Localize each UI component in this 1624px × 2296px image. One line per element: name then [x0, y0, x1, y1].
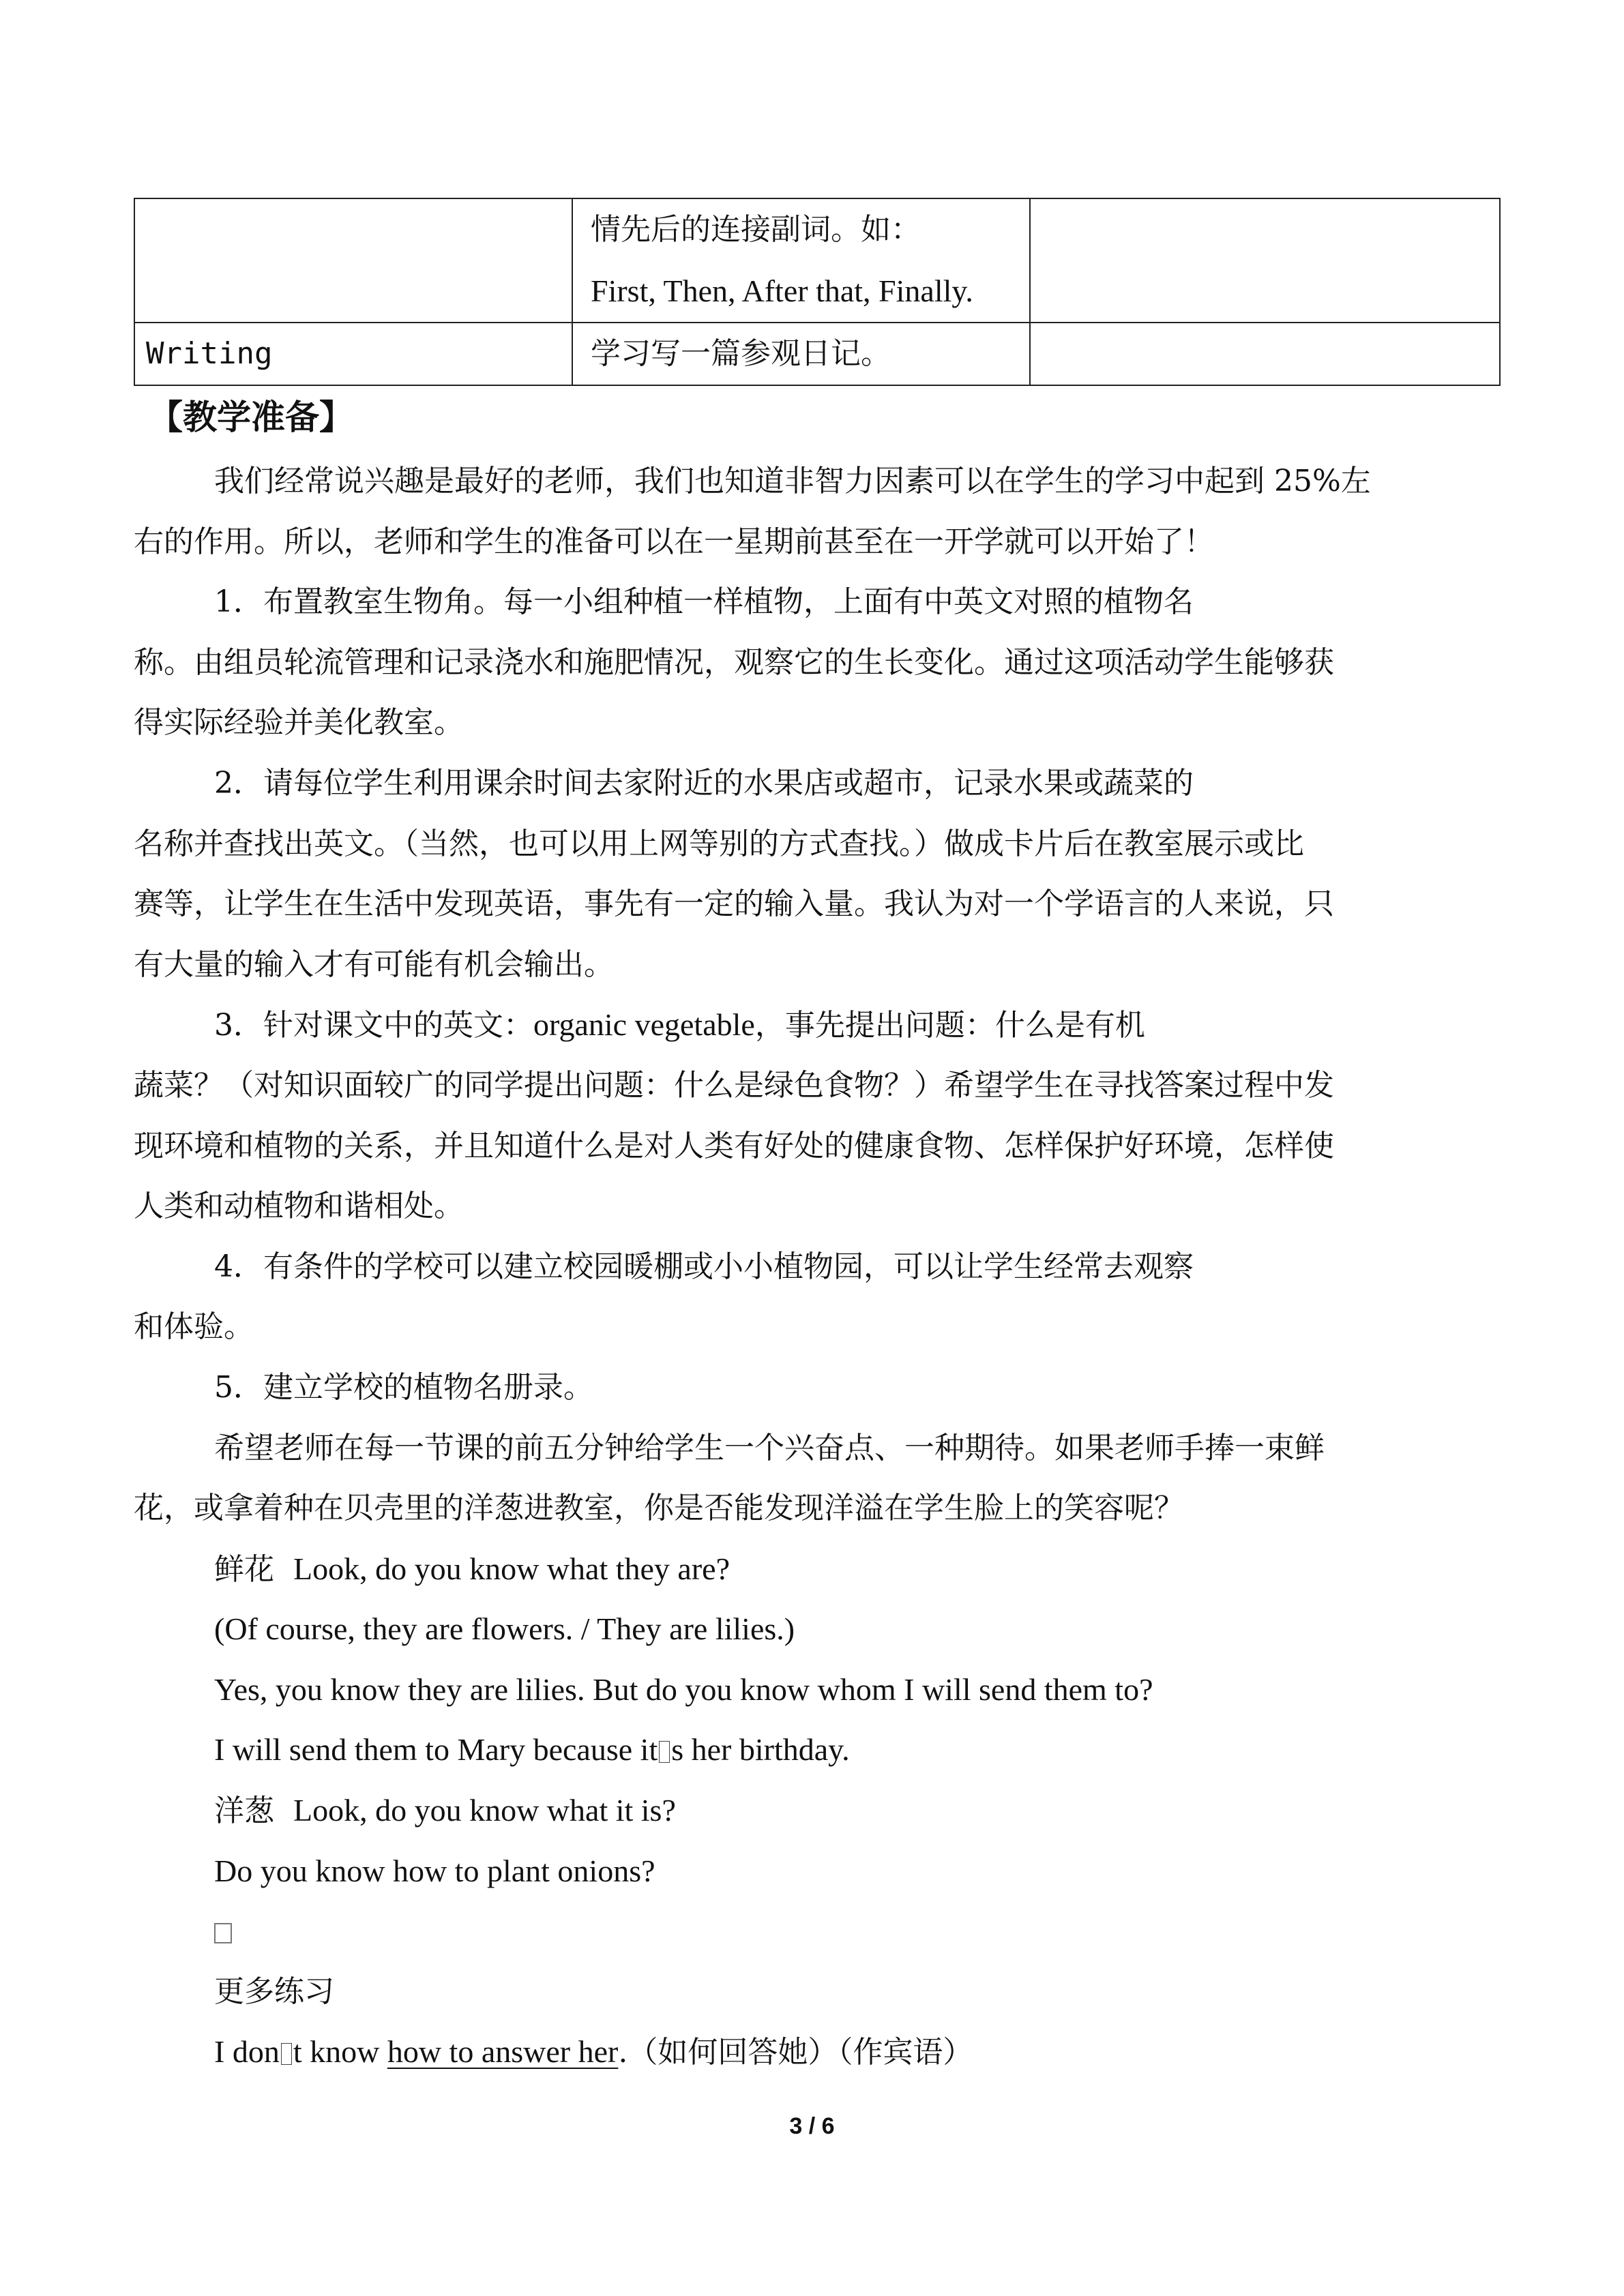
table-cell-objective: 学习写一篇参观日记。	[572, 323, 1030, 385]
example-underlined: how to answer her	[387, 2034, 619, 2070]
list-item-line: 有大量的输入才有可能有机会输出。	[134, 946, 614, 982]
objective-line-english: First, Then, After that, Finally.	[591, 273, 973, 308]
missing-glyph-icon	[659, 1741, 670, 1763]
lesson-table	[134, 198, 1501, 386]
dialogue-line	[134, 1539, 1498, 1600]
paragraph-line: 右的作用。所以，老师和学生的准备可以在一星期前甚至在一开学就可以开始了！	[134, 524, 1214, 559]
list-item-line: 称。由组员轮流管理和记录浇水和施肥情况，观察它的生长变化。通过这项活动学生能够获	[134, 644, 1334, 680]
dialogue-line	[134, 1780, 1498, 1841]
missing-glyph-icon	[281, 2043, 292, 2065]
empty-box-icon	[214, 1923, 232, 1943]
placeholder-line	[134, 1901, 1498, 1962]
list-item-line: 蔬菜？（对知识面较广的同学提出问题：什么是绿色食物？）希望学生在寻找答案过程中发	[134, 1067, 1334, 1103]
dialogue-text: Look, do you know what it is?	[293, 1793, 676, 1828]
table-row	[134, 198, 1500, 323]
table-cell-skill	[134, 198, 572, 323]
objective-line: 情先后的连接副词。如：	[591, 212, 921, 247]
english-term: organic vegetable	[533, 1007, 755, 1043]
paragraph-line: 花，或拿着种在贝壳里的洋葱进教室，你是否能发现洋溢在学生脸上的笑容呢？	[134, 1491, 1184, 1526]
body-text	[134, 451, 1498, 2083]
table-cell-skill: Writing	[134, 323, 572, 385]
list-item-line: 现环境和植物的关系，并且知道什么是对人类有好处的健康食物、怎样保护好环境，怎样使	[134, 1128, 1334, 1163]
list-item-line: 2．请每位学生利用课余时间去家附近的水果店或超市，记录水果或蔬菜的	[214, 765, 1194, 801]
example-text: I don	[214, 2034, 280, 2070]
list-item-line: 得实际经验并美化教室。	[134, 705, 464, 741]
text-run: 3．针对课文中的英文：	[214, 1008, 533, 1043]
example-text: t know	[293, 2034, 387, 2070]
list-item-line: 5．建立学校的植物名册录。	[214, 1369, 593, 1405]
table-cell-notes	[1030, 323, 1500, 385]
list-item-line	[134, 995, 1498, 1056]
dialogue-text: s her birthday.	[671, 1732, 850, 1768]
dialogue-line	[134, 1720, 1498, 1780]
paragraph-line: 我们经常说兴趣是最好的老师，我们也知道非智力因素可以在学生的学习中起到 25%左	[214, 464, 1371, 498]
list-item-line: 赛等，让学生在生活中发现英语，事先有一定的输入量。我认为对一个学语言的人来说，只	[134, 886, 1334, 922]
dialogue-label: 洋葱	[214, 1793, 274, 1829]
table-cell-notes	[1030, 198, 1500, 323]
table-cell-objective	[572, 198, 1030, 323]
list-item-line: 4．有条件的学校可以建立校园暖棚或小小植物园，可以让学生经常去观察	[214, 1249, 1194, 1284]
table-row	[134, 323, 1500, 385]
dialogue-label: 鲜花	[214, 1551, 274, 1587]
list-item-line: 和体验。	[134, 1309, 254, 1345]
list-item-line: 名称并查找出英文。（当然，也可以用上网等别的方式查找。）做成卡片后在教室展示或比	[134, 826, 1304, 861]
dialogue-line: (Of course, they are flowers. / They are lilies.)	[214, 1611, 795, 1647]
example-note: .（如何回答她）（作宾语）	[618, 2035, 973, 2070]
text-run: ，事先提出问题：什么是有机	[754, 1008, 1145, 1043]
list-item-line: 1．布置教室生物角。每一小组种植一样植物，上面有中英文对照的植物名	[214, 584, 1194, 620]
list-item-line: 人类和动植物和谐相处。	[134, 1189, 464, 1224]
dialogue-text: I will send them to Mary because it	[214, 1732, 658, 1768]
dialogue-line: Do you know how to plant onions?	[214, 1853, 655, 1888]
dialogue-text: Look, do you know what they are?	[293, 1551, 730, 1586]
practice-example	[134, 2022, 1498, 2083]
section-heading: 【教学准备】	[149, 398, 353, 437]
practice-label: 更多练习	[214, 1973, 334, 2009]
page-number: 3 / 6	[789, 2113, 835, 2139]
paragraph-line: 希望老师在每一节课的前五分钟给学生一个兴奋点、一种期待。如果老师手捧一束鲜	[214, 1430, 1325, 1465]
dialogue-line: Yes, you know they are lilies. But do you know whom I will send them to?	[214, 1671, 1153, 1707]
